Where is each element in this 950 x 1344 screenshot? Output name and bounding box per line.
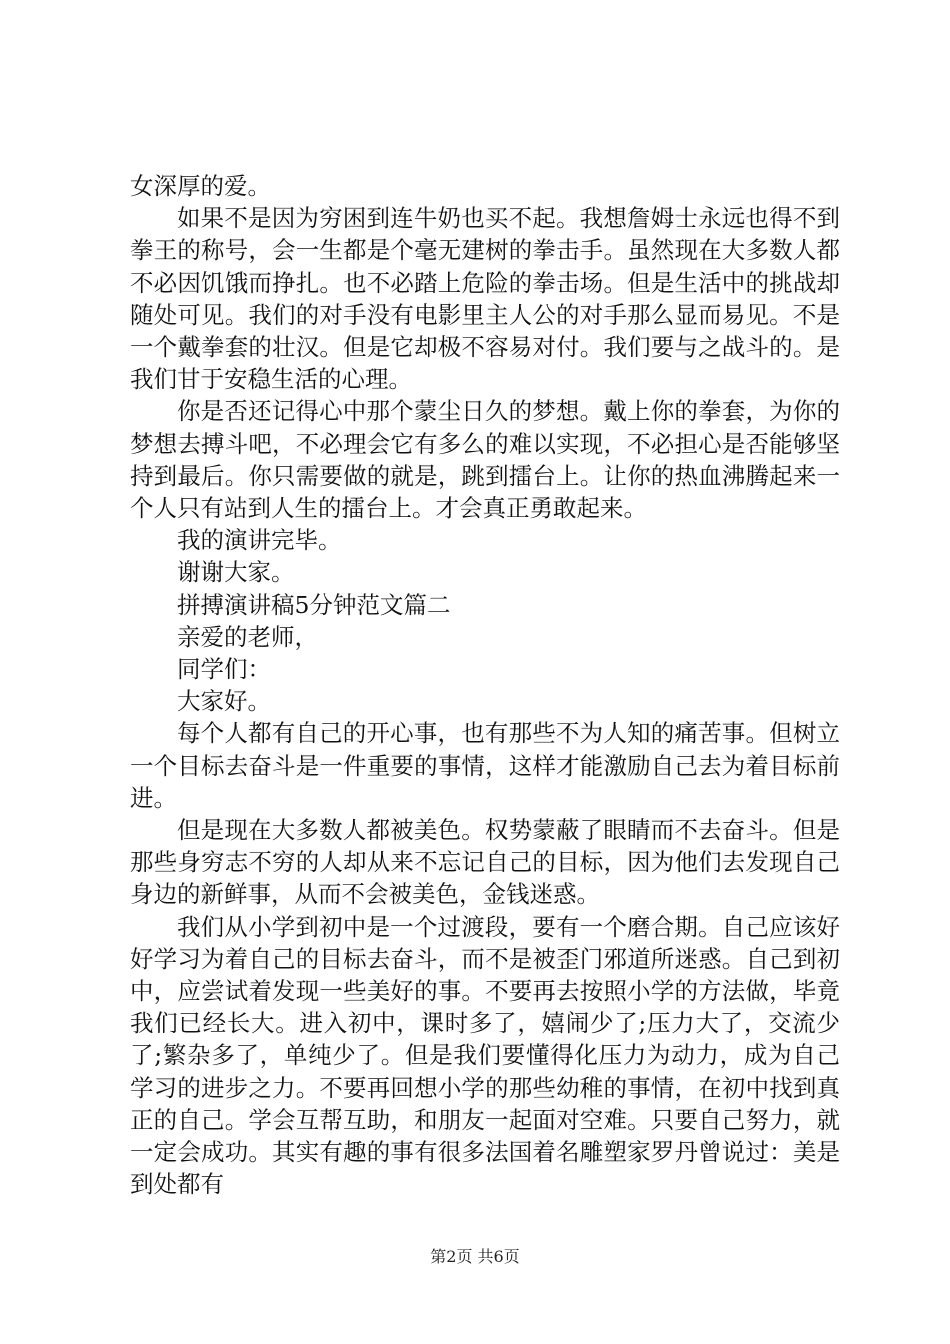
page-footer: 第2页 共6页 xyxy=(430,1247,520,1266)
salutation: 亲爱的老师， xyxy=(177,622,318,651)
paragraph: 我的演讲完毕。 xyxy=(177,526,342,555)
salutation: 同学们： xyxy=(177,655,271,684)
paragraph: 但是现在大多数人都被美色。权势蒙蔽了眼睛而不去奋斗。但是那些身穷志不穷的人却从来不忘记自己的目标，因为他们去发现自己身边的新鲜事，从而不会被美色，金钱迷惑。 xyxy=(130,816,840,909)
section-heading: 拼搏演讲稿5分钟范文篇二 xyxy=(177,590,451,619)
paragraph: 我们从小学到初中是一个过渡段，要有一个磨合期。自己应该好好学习为着自己的目标去奋斗，而不是被歪门邪道所迷惑。自己到初中，应尝试着发现一些美好的事。不要再去按照小学的方法做，毕竟我们已经长大。进入初中，课时多了，嬉闹少了;压力大了，交流少了;繁杂多了，单纯少了。但是我们要懂得化压力为动力，成为自己学习的进步之力。不要再回想小学的那些幼稚的事情，在初中找到真正的自己。学会互帮互助，和朋友一起面对空难。只要自己努力，就一定会成功。其实有趣的事有很多法国着名雕塑家罗丹曾说过：美是到处都有 xyxy=(130,912,840,1199)
paragraph: 每个人都有自己的开心事，也有那些不为人知的痛苦事。但树立一个目标去奋斗是一件重要的事情，这样才能激励自己去为着目标前进。 xyxy=(130,719,840,812)
greeting: 大家好。 xyxy=(177,687,271,716)
paragraph: 如果不是因为穷困到连牛奶也买不起。我想詹姆士永远也得不到拳王的称号，会一生都是个毫无建树的拳击手。虽然现在大多数人都不必因饥饿而挣扎。也不必踏上危险的拳击场。但是生活中的挑战却随处可见。我们的对手没有电影里主人公的对手那么显而易见。不是一个戴拳套的壮汉。但是它却极不容易对付。我们要与之战斗的。是我们甘于安稳生活的心理。 xyxy=(130,204,840,394)
paragraph: 女深厚的爱。 xyxy=(130,172,271,200)
paragraph: 谢谢大家。 xyxy=(177,558,295,587)
paragraph: 你是否还记得心中那个蒙尘日久的梦想。戴上你的拳套，为你的梦想去搏斗吧，不必理会它有多么的难以实现，不必担心是否能够坚持到最后。你只需要做的就是，跳到擂台上。让你的热血沸腾起来一个人只有站到人生的擂台上。才会真正勇敢起来。 xyxy=(130,397,840,523)
document-body xyxy=(130,170,840,1201)
